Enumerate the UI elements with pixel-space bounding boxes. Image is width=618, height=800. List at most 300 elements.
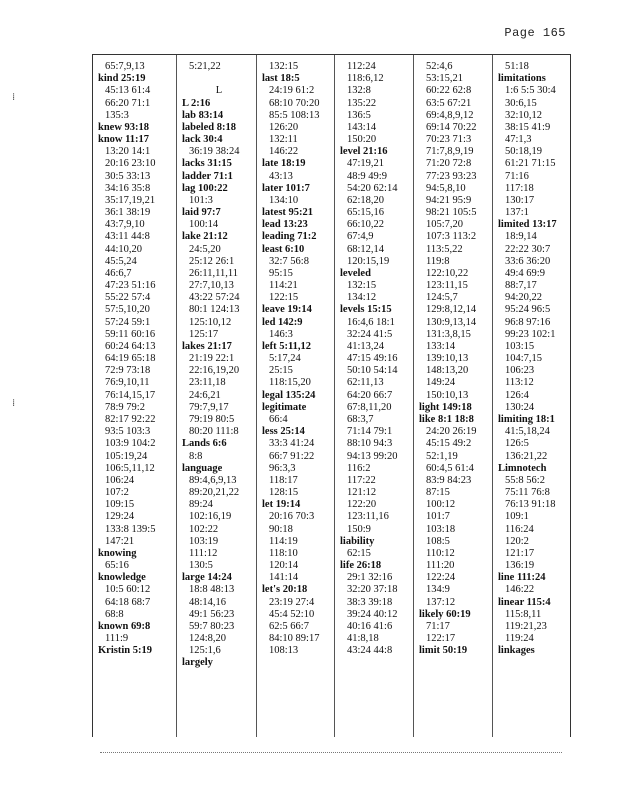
page-line-reference: 47:19,21 — [347, 158, 385, 170]
page-line-reference: 150:10,13 — [426, 389, 469, 401]
page-line-reference: 100:14 — [189, 219, 219, 231]
index-term: L 2:16 — [182, 97, 211, 109]
index-term: like 8:1 18:8 — [419, 413, 474, 425]
index-term: limiting 18:1 — [498, 413, 555, 425]
page-line-reference: 100:12 — [426, 499, 456, 511]
index-term: legal 135:24 — [262, 389, 316, 401]
page-line-reference: 120:15,19 — [347, 255, 390, 267]
page-line-reference: 130:17 — [505, 194, 535, 206]
index-term: linear 115:4 — [498, 596, 551, 608]
page-line-reference: 119:24 — [505, 633, 534, 645]
page-line-reference: 79:19 80:5 — [189, 413, 235, 425]
index-term: labeled 8:18 — [182, 121, 236, 133]
page-line-reference: 32:7 56:8 — [269, 255, 309, 267]
page-line-reference: 71:20 72:8 — [426, 158, 472, 170]
page-line-reference: 89:4,6,9,13 — [189, 474, 237, 486]
index-term: lag 100:22 — [182, 182, 228, 194]
page-line-reference: 116:24 — [505, 523, 534, 535]
page-line-reference: 118:6,12 — [347, 73, 384, 85]
page-line-reference: 126:20 — [269, 121, 299, 133]
page-line-reference: 89:24 — [189, 499, 213, 511]
index-term: Lands 6:6 — [182, 438, 227, 450]
index-term: least 6:10 — [262, 243, 305, 255]
page-line-reference: 33:6 36:20 — [505, 255, 551, 267]
page-line-reference — [182, 73, 256, 85]
page-line-reference: 132:8 — [347, 85, 371, 97]
page-line-reference: 54:20 62:14 — [347, 182, 398, 194]
page-line-reference: 101:7 — [426, 511, 450, 523]
index-term: let's 20:18 — [262, 584, 308, 596]
page-line-reference: 18:8 48:13 — [189, 584, 235, 596]
page-line-reference: 105:19,24 — [105, 450, 148, 462]
page-line-reference: 106:5,11,12 — [105, 462, 155, 474]
page-line-reference: 24:19 61:2 — [269, 85, 315, 97]
page-line-reference: 76:14,15,17 — [105, 389, 156, 401]
page-line-reference: 45:15 49:2 — [426, 438, 472, 450]
page-line-reference: 90:18 — [269, 523, 293, 535]
page-line-reference: 137:1 — [505, 207, 529, 219]
page-line-reference: 36:1 38:19 — [105, 207, 151, 219]
index-term: lake 21:12 — [182, 231, 228, 243]
index-term: limitations — [498, 73, 546, 85]
page-line-reference: 79:7,9,17 — [189, 401, 229, 413]
page-line-reference: 122:17 — [426, 633, 456, 645]
page-line-reference: 68:8 — [105, 608, 124, 620]
page-line-reference: 141:14 — [269, 572, 299, 584]
page-line-reference: 111:9 — [105, 633, 129, 645]
page-line-reference: 41:5,18,24 — [505, 426, 550, 438]
page-line-reference: 59:7 80:23 — [189, 620, 235, 632]
page-line-reference: 93:5 103:3 — [105, 426, 151, 438]
index-term: late 18:19 — [262, 158, 306, 170]
page-line-reference: 25:15 — [269, 365, 293, 377]
page-line-reference: 23:19 27:4 — [269, 596, 315, 608]
page-line-reference: 1:6 5:5 30:4 — [505, 85, 556, 97]
page-line-reference: 76:13 91:18 — [505, 499, 556, 511]
page-line-reference: 136:19 — [505, 560, 535, 572]
index-column-3 — [257, 55, 335, 737]
page-line-reference: 66:7 91:22 — [269, 450, 315, 462]
page-line-reference: 107:2 — [105, 487, 129, 499]
page-line-reference: 20:16 70:3 — [269, 511, 315, 523]
index-term: laid 97:7 — [182, 207, 221, 219]
page-line-reference: 147:21 — [105, 535, 135, 547]
page-line-reference: 80:20 111:8 — [189, 426, 239, 438]
index-term: left 5:11,12 — [262, 340, 311, 352]
page-line-reference: 135:3 — [105, 109, 129, 121]
page-line-reference: 126:5 — [505, 438, 529, 450]
page-line-reference: 139:10,13 — [426, 353, 469, 365]
index-term: lack 30:4 — [182, 134, 223, 146]
page-line-reference: 129:8,12,14 — [426, 304, 477, 316]
page-line-reference: 70:23 71:3 — [426, 134, 472, 146]
page-line-reference: 136:21,22 — [505, 450, 548, 462]
page-line-reference: 40:16 41:6 — [347, 620, 393, 632]
page-line-reference: 104:7,15 — [505, 353, 543, 365]
page-line-reference: 105:7,20 — [426, 219, 464, 231]
page-line-reference: 95:24 96:5 — [505, 304, 551, 316]
page-line-reference: 47:1,3 — [505, 134, 532, 146]
page-line-reference: 59:11 60:16 — [105, 328, 156, 340]
page-line-reference: 150:9 — [347, 523, 371, 535]
page-line-reference: 137:12 — [426, 596, 456, 608]
page-line-reference: 43:22 57:24 — [189, 292, 240, 304]
page-line-reference: 22:16,19,20 — [189, 365, 240, 377]
index-term: lakes 21:17 — [182, 340, 232, 352]
page-line-reference: 13:20 14:1 — [105, 146, 151, 158]
index-term: Kristin 5:19 — [98, 645, 152, 657]
page-line-reference: 130:9,13,14 — [426, 316, 477, 328]
page-line-reference: 43:7,9,10 — [105, 219, 145, 231]
page-line-reference: 109:15 — [105, 499, 135, 511]
page-line-reference: 117:22 — [347, 474, 376, 486]
page-line-reference: 71:7,8,9,19 — [426, 146, 474, 158]
index-term: kind 25:19 — [98, 73, 146, 85]
index-column-2 — [177, 55, 257, 737]
index-term: limited 13:17 — [498, 219, 557, 231]
index-term: light 149:18 — [419, 401, 472, 413]
page-line-reference: 68:3,7 — [347, 413, 374, 425]
index-column-4 — [335, 55, 414, 737]
page-line-reference: 89:20,21,22 — [189, 487, 240, 499]
page-line-reference: 55:8 56:2 — [505, 474, 545, 486]
page-number: Page 165 — [504, 26, 566, 40]
page-line-reference: 62:15 — [347, 547, 371, 559]
page-line-reference: 64:19 65:18 — [105, 353, 156, 365]
page-line-reference: 113:5,22 — [426, 243, 463, 255]
page-line-reference: 55:22 57:4 — [105, 292, 151, 304]
index-term: lead 13:23 — [262, 219, 308, 231]
page-line-reference: 94:21 95:9 — [426, 194, 472, 206]
page-line-reference: 119:21,23 — [505, 620, 547, 632]
page-line-reference: 62:18,20 — [347, 194, 385, 206]
page-line-reference: 65:7,9,13 — [105, 61, 145, 72]
page-line-reference: 121:17 — [505, 547, 535, 559]
page-line-reference: 113:12 — [505, 377, 534, 389]
section-letter: L — [215, 85, 223, 97]
page-line-reference: 116:2 — [347, 462, 371, 474]
page-line-reference: 123:11,15 — [426, 280, 468, 292]
index-term: less 25:14 — [262, 426, 305, 438]
page-line-reference: 68:12,14 — [347, 243, 385, 255]
page-line-reference: 103:9 104:2 — [105, 438, 156, 450]
page-line-reference: 16:4,6 18:1 — [347, 316, 395, 328]
index-term: later 101:7 — [262, 182, 310, 194]
page-line-reference: 49:4 69:9 — [505, 267, 545, 279]
page-line-reference: 62:11,13 — [347, 377, 384, 389]
margin-mark: ⁞ — [12, 92, 16, 103]
page-line-reference: 112:24 — [347, 61, 376, 72]
page-line-reference: 76:9,10,11 — [105, 377, 150, 389]
page-line-reference: 8:8 — [189, 450, 203, 462]
page-line-reference: 48:14,16 — [189, 596, 227, 608]
page-line-reference: 77:23 93:23 — [426, 170, 477, 182]
page-line-reference: 122:24 — [426, 572, 456, 584]
page-line-reference: 94:5,8,10 — [426, 182, 466, 194]
page-line-reference: 88:7,17 — [505, 280, 537, 292]
index-term: Limnotech — [498, 462, 547, 474]
page-line-reference: 108:13 — [269, 645, 299, 657]
page-line-reference: 60:4,5 61:4 — [426, 462, 474, 474]
page-line-reference: 41:13,24 — [347, 340, 385, 352]
page-line-reference: 106:23 — [505, 365, 535, 377]
index-term: likely 60:19 — [419, 608, 471, 620]
index-column-5 — [414, 55, 493, 737]
page-line-reference: 125:10,12 — [189, 316, 232, 328]
page-line-reference: 128:15 — [269, 487, 299, 499]
page-line-reference: 146:3 — [269, 328, 293, 340]
index-term: leave 19:14 — [262, 304, 312, 316]
page-line-reference: 101:3 — [189, 194, 213, 206]
index-term: known 69:8 — [98, 620, 151, 632]
page-line-reference: 132:11 — [269, 134, 298, 146]
index-term: limit 50:19 — [419, 645, 468, 657]
page-line-reference: 43:13 — [269, 170, 293, 182]
page-line-reference: 109:1 — [505, 511, 529, 523]
page-line-reference: 121:12 — [347, 487, 377, 499]
page-line-reference: 99:23 102:1 — [505, 328, 556, 340]
page-line-reference: 34:16 35:8 — [105, 182, 151, 194]
page-line-reference: 106:24 — [105, 474, 135, 486]
page-line-reference: 96:8 97:16 — [505, 316, 551, 328]
page-line-reference: 30:5 33:13 — [105, 170, 151, 182]
page-line-reference: 122:10,22 — [426, 267, 469, 279]
page-line-reference: 48:9 49:9 — [347, 170, 387, 182]
page-line-reference: 120:2 — [505, 535, 529, 547]
page-line-reference: 43:11 44:8 — [105, 231, 150, 243]
page-line-reference: 63:5 67:21 — [426, 97, 472, 109]
page-line-reference: 85:5 108:13 — [269, 109, 320, 121]
page-line-reference: 50:18,19 — [505, 146, 543, 158]
page-line-reference: 103:18 — [426, 523, 456, 535]
page-line-reference: 134:12 — [347, 292, 377, 304]
page-line-reference: 80:1 124:13 — [189, 304, 240, 316]
page-line-reference: 45:5,24 — [105, 255, 137, 267]
page-line-reference: 71:16 — [505, 170, 529, 182]
index-term: knowledge — [98, 572, 146, 584]
page-line-reference: 67:4,9 — [347, 231, 374, 243]
page-line-reference: 60:22 62:8 — [426, 85, 472, 97]
index-term: last 18:5 — [262, 73, 300, 85]
index-term: know 11:17 — [98, 134, 150, 146]
page-line-reference: 149:24 — [426, 377, 456, 389]
page-line-reference: 75:11 76:8 — [505, 487, 550, 499]
page-line-reference: 120:14 — [269, 560, 299, 572]
index-term: large 14:24 — [182, 572, 232, 584]
page-line-reference: 25:12 26:1 — [189, 255, 235, 267]
page-line-reference: 95:15 — [269, 267, 293, 279]
page-line-reference: 132:15 — [269, 61, 299, 72]
page-line-reference: 108:5 — [426, 535, 450, 547]
word-index-table — [92, 54, 571, 737]
page-line-reference: 115:8,11 — [505, 608, 542, 620]
footer-rule — [100, 752, 562, 753]
page-line-reference: 143:14 — [347, 121, 377, 133]
index-term: language — [182, 462, 223, 474]
page-line-reference: 119:8 — [426, 255, 450, 267]
page-line-reference: 18:9,14 — [505, 231, 537, 243]
page-line-reference: 46:6,7 — [105, 267, 132, 279]
page-line-reference: 129:24 — [105, 511, 135, 523]
page-line-reference: 117:18 — [505, 182, 534, 194]
page-line-reference: 135:22 — [347, 97, 377, 109]
page-line-reference: 66:20 71:1 — [105, 97, 151, 109]
page-line-reference: 43:24 44:8 — [347, 645, 393, 657]
page-line-reference: 102:16,19 — [189, 511, 232, 523]
page-line-reference: 57:24 59:1 — [105, 316, 151, 328]
page-line-reference: 29:1 32:16 — [347, 572, 393, 584]
page-line-reference: 49:1 56:23 — [189, 608, 235, 620]
page-line-reference: 50:10 54:14 — [347, 365, 398, 377]
index-term: ladder 71:1 — [182, 170, 233, 182]
page-line-reference: 110:12 — [426, 547, 455, 559]
page-line-reference: 47:15 49:16 — [347, 353, 398, 365]
page-line-reference: 130:5 — [189, 560, 213, 572]
page-line-reference: 36:19 38:24 — [189, 146, 240, 158]
page-line-reference: 24:20 26:19 — [426, 426, 477, 438]
page-line-reference: 33:3 41:24 — [269, 438, 315, 450]
page-line-reference: 125:17 — [189, 328, 219, 340]
page-line-reference: 111:20 — [426, 560, 455, 572]
page-line-reference: 27:7,10,13 — [189, 280, 234, 292]
page-line-reference: 20:16 23:10 — [105, 158, 156, 170]
page-line-reference: 41:8,18 — [347, 633, 379, 645]
page-line-reference: 146:22 — [505, 584, 535, 596]
page-line-reference: 88:10 94:3 — [347, 438, 393, 450]
index-term: levels 15:15 — [340, 304, 392, 316]
page-line-reference: 32:20 37:18 — [347, 584, 398, 596]
index-term: knowing — [98, 547, 137, 559]
page-line-reference: 103:19 — [189, 535, 219, 547]
page-line-reference: 134:10 — [269, 194, 299, 206]
page-line-reference: 82:17 92:22 — [105, 413, 156, 425]
page-line-reference: 126:4 — [505, 389, 529, 401]
index-term: line 111:24 — [498, 572, 546, 584]
page-line-reference: 45:13 61:4 — [105, 85, 151, 97]
page-line-reference: 122:20 — [347, 499, 377, 511]
page-line-reference: 136:5 — [347, 109, 371, 121]
page-line-reference: 57:5,10,20 — [105, 304, 150, 316]
page-line-reference: 146:22 — [269, 146, 299, 158]
page-line-reference: 32:24 41:5 — [347, 328, 393, 340]
page-line-reference: 69:14 70:22 — [426, 121, 477, 133]
page-line-reference: 64:20 66:7 — [347, 389, 393, 401]
page-line-reference: 96:3,3 — [269, 462, 296, 474]
page-line-reference: 124:5,7 — [426, 292, 458, 304]
page-line-reference: 30:6,15 — [505, 97, 537, 109]
page-line-reference: 66:4 — [269, 413, 288, 425]
page-line-reference: 21:19 22:1 — [189, 353, 235, 365]
page-line-reference: 5:21,22 — [189, 61, 221, 72]
page-line-reference: 118:10 — [269, 547, 298, 559]
page-line-reference: 133:8 139:5 — [105, 523, 156, 535]
page-line-reference: 35:17,19,21 — [105, 194, 156, 206]
margin-mark: ⁞ — [12, 398, 16, 409]
page-line-reference: 62:5 66:7 — [269, 620, 309, 632]
page-line-reference: 83:9 84:23 — [426, 474, 472, 486]
index-term: liability — [340, 535, 375, 547]
page-line-reference: 65:16 — [105, 560, 129, 572]
page-line-reference: 78:9 79:2 — [105, 401, 145, 413]
page-line-reference: 98:21 105:5 — [426, 207, 477, 219]
page-line-reference: 134:9 — [426, 584, 450, 596]
page-line-reference: 5:17,24 — [269, 353, 301, 365]
page-line-reference: 52:1,19 — [426, 450, 458, 462]
page-line-reference: 38:15 41:9 — [505, 121, 551, 133]
page-line-reference: 66:10,22 — [347, 219, 385, 231]
page-line-reference: 125:1,6 — [189, 645, 221, 657]
page-line-reference: 26:11,11,11 — [189, 267, 238, 279]
page-line-reference: 130:24 — [505, 401, 535, 413]
page-line-reference: 38:3 39:18 — [347, 596, 393, 608]
index-term: leveled — [340, 267, 371, 279]
page-line-reference: 84:10 89:17 — [269, 633, 320, 645]
page-line-reference: 107:3 113:2 — [426, 231, 477, 243]
page-line-reference: 32:10,12 — [505, 109, 543, 121]
page-line-reference: 94:13 99:20 — [347, 450, 398, 462]
index-term: life 26:18 — [340, 560, 382, 572]
index-column-6 — [493, 55, 570, 737]
page-line-reference: 150:20 — [347, 134, 377, 146]
index-term: legitimate — [262, 401, 307, 413]
page-line-reference: 10:5 60:12 — [105, 584, 151, 596]
page-line-reference: 67:8,11,20 — [347, 401, 392, 413]
page-line-reference: 114:19 — [269, 535, 298, 547]
page-line-reference: 131:3,8,15 — [426, 328, 471, 340]
page-line-reference: 118:17 — [269, 474, 298, 486]
index-term: largely — [182, 657, 213, 669]
index-term: latest 95:21 — [262, 207, 314, 219]
page-line-reference: 133:14 — [426, 340, 456, 352]
page-line-reference: 102:22 — [189, 523, 219, 535]
page-line-reference: 87:15 — [426, 487, 450, 499]
page-line-reference: 64:18 68:7 — [105, 596, 151, 608]
page-line-reference: 45:4 52:10 — [269, 608, 315, 620]
page-line-reference: 60:24 64:13 — [105, 340, 156, 352]
page-line-reference: 68:10 70:20 — [269, 97, 320, 109]
page-line-reference: 132:15 — [347, 280, 377, 292]
page-line-reference: 61:21 71:15 — [505, 158, 556, 170]
page-line-reference: 22:22 30:7 — [505, 243, 551, 255]
page-line-reference: 124:8,20 — [189, 633, 227, 645]
page-line-reference: 122:15 — [269, 292, 299, 304]
page-line-reference: 123:11,16 — [347, 511, 389, 523]
page-line-reference: 118:15,20 — [269, 377, 311, 389]
page-line-reference: 71:14 79:1 — [347, 426, 393, 438]
index-column-1 — [93, 55, 177, 737]
index-term: let 19:14 — [262, 499, 301, 511]
index-term: knew 93:18 — [98, 121, 150, 133]
index-term: lacks 31:15 — [182, 158, 232, 170]
page-line-reference: 24:5,20 — [189, 243, 221, 255]
index-term: linkages — [498, 645, 535, 657]
page-line-reference: 24:6,21 — [189, 389, 221, 401]
page-line-reference: 69:4,8,9,12 — [426, 109, 474, 121]
page-line-reference: 52:4,6 — [426, 61, 453, 72]
page-line-reference: 111:12 — [189, 547, 218, 559]
page-line-reference: 51:18 — [505, 61, 529, 72]
page-line-reference: 23:11,18 — [189, 377, 226, 389]
page-line-reference: 44:10,20 — [105, 243, 143, 255]
page-line-reference: 53:15,21 — [426, 73, 464, 85]
page-line-reference: 103:15 — [505, 340, 535, 352]
page-line-reference: 148:13,20 — [426, 365, 469, 377]
page-line-reference: 39:24 40:12 — [347, 608, 398, 620]
page-line-reference: 65:15,16 — [347, 207, 385, 219]
index-term: lab 83:14 — [182, 109, 224, 121]
page-line-reference: 72:9 73:18 — [105, 365, 151, 377]
index-term: led 142:9 — [262, 316, 303, 328]
